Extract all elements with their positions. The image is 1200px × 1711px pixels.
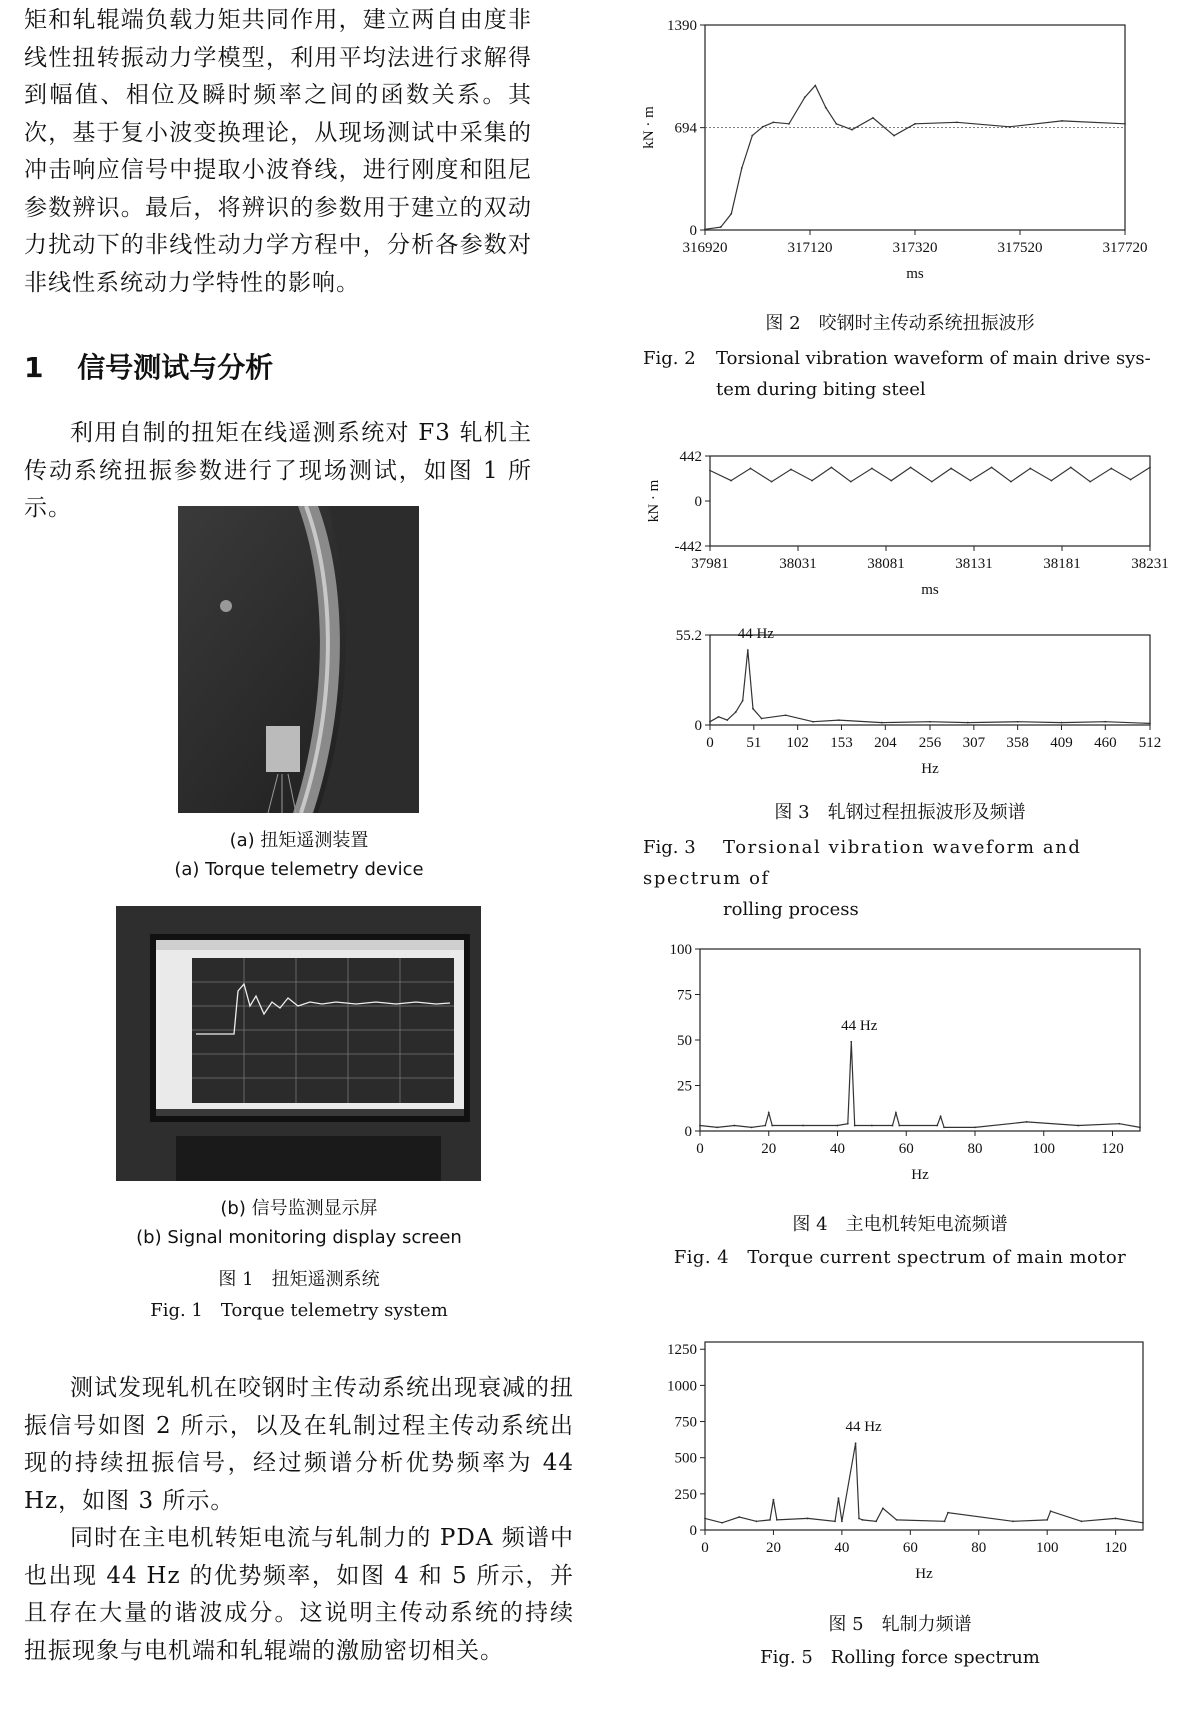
y-tick-label: 75 bbox=[677, 987, 692, 1004]
x-tick-label: 120 bbox=[1104, 1540, 1127, 1556]
data-point bbox=[970, 480, 972, 482]
x-tick-label: 40 bbox=[830, 1141, 845, 1157]
y-tick-label: 0 bbox=[684, 1124, 692, 1140]
data-point bbox=[1070, 467, 1072, 469]
data-point bbox=[704, 228, 706, 230]
x-tick-label: 38031 bbox=[779, 556, 817, 572]
data-point bbox=[1061, 722, 1063, 724]
series-line bbox=[705, 1443, 1143, 1523]
data-point bbox=[752, 708, 754, 710]
x-tick-label: 20 bbox=[761, 1141, 777, 1157]
x-tick-label: 38181 bbox=[1043, 556, 1081, 572]
x-tick-label: 51 bbox=[746, 735, 762, 751]
data-point bbox=[769, 1519, 771, 1521]
fig1b-caption-en: (b) Signal monitoring display screen bbox=[136, 1227, 462, 1248]
data-point bbox=[854, 1125, 856, 1127]
y-tick-label: 1390 bbox=[667, 18, 697, 34]
y-tick-label: 25 bbox=[677, 1078, 692, 1095]
data-point bbox=[835, 123, 837, 125]
x-tick-label: 100 bbox=[1032, 1141, 1055, 1157]
data-point bbox=[1051, 480, 1053, 482]
data-point bbox=[871, 1125, 873, 1127]
series-line bbox=[710, 467, 1150, 481]
data-point bbox=[772, 121, 774, 123]
data-point bbox=[862, 1519, 864, 1521]
data-point bbox=[704, 1518, 706, 1520]
plot-frame bbox=[710, 456, 1150, 546]
data-point bbox=[733, 1125, 735, 1127]
y-tick-label: -442 bbox=[674, 539, 702, 555]
fig4-caption-en: Fig. 4 Torque current spectrum of main motor bbox=[673, 1247, 1127, 1268]
data-point bbox=[956, 121, 958, 123]
data-point bbox=[721, 1522, 723, 1524]
data-point bbox=[872, 117, 874, 119]
x-tick-label: 120 bbox=[1101, 1141, 1124, 1157]
y-tick-label: 1000 bbox=[667, 1378, 697, 1395]
data-point bbox=[807, 1518, 809, 1520]
data-point bbox=[735, 711, 737, 713]
data-point bbox=[761, 718, 763, 720]
data-point bbox=[1017, 721, 1019, 723]
data-point bbox=[890, 480, 892, 482]
data-point bbox=[914, 123, 916, 125]
y-tick-label: 442 bbox=[679, 449, 702, 465]
fig5-caption-cn: 图 5 轧制力频谱 bbox=[828, 1614, 972, 1635]
x-tick-label: 0 bbox=[696, 1141, 704, 1157]
data-point bbox=[751, 1126, 753, 1128]
x-tick-label: 60 bbox=[902, 1540, 918, 1556]
fig2-label: Fig. 2 bbox=[643, 348, 696, 369]
chart-fig4 bbox=[620, 935, 1180, 1190]
y-tick-label: 100 bbox=[669, 942, 692, 958]
x-tick-label: 317120 bbox=[787, 240, 833, 256]
fig4-caption-cn: 图 4 主电机转矩电流频谱 bbox=[792, 1214, 1008, 1235]
y-tick-label: 0 bbox=[694, 718, 702, 734]
data-point bbox=[947, 1512, 949, 1514]
data-point bbox=[943, 1126, 945, 1128]
data-point bbox=[936, 1125, 938, 1127]
y-tick-label: 0 bbox=[689, 223, 697, 239]
fig1-caption-en: Fig. 1 Torque telemetry system bbox=[150, 1300, 448, 1321]
data-point bbox=[882, 1507, 884, 1509]
fig1a-caption-en: (a) Torque telemetry device bbox=[174, 859, 424, 880]
x-tick-label: 38081 bbox=[867, 556, 905, 572]
data-point bbox=[1012, 1520, 1014, 1522]
x-tick-label: 512 bbox=[1138, 735, 1162, 751]
data-point bbox=[764, 1125, 766, 1127]
fig2-caption-line2: tem during biting steel bbox=[716, 379, 926, 400]
data-point bbox=[838, 1497, 840, 1499]
paragraph-1-text: 利用自制的扭矩在线遥测系统对 F3 轧机主传动系统扭振参数进行了现场测试，如图 1 所示。 bbox=[24, 420, 532, 521]
data-point bbox=[741, 167, 743, 169]
fig3-caption-line1: Torsional vibration waveform and spectrum of bbox=[643, 837, 1082, 889]
series-line bbox=[710, 650, 1150, 723]
data-point bbox=[847, 1123, 849, 1125]
y-tick-label: 55.2 bbox=[675, 628, 702, 644]
data-point bbox=[755, 1520, 757, 1522]
fig1-caption-cn: 图 1 扭矩遥测系统 bbox=[218, 1269, 380, 1290]
fig2-caption-line1: Torsional vibration waveform of main drive sys- bbox=[716, 348, 1151, 369]
intro-text: 矩和轧辊端负载力矩共同作用，建立两自由度非线性扭转振动力学模型，利用平均法进行求解得到幅值、相位及瞬时频率之间的函数关系。其次，基于复小波变换理论，从现场测试中采集的冲击响应信号中提取小波脊线，进行刚度和阻尼参数辨识。最后，将辨识的参数用于建立的双动力扰动下的非线性动力学方程中，分析各参数对非线性系统动力学特性的影响。 bbox=[24, 7, 532, 296]
x-axis-label: Hz bbox=[921, 761, 939, 777]
data-point bbox=[768, 1112, 770, 1114]
y-tick-label: 50 bbox=[677, 1033, 692, 1049]
fig1a-photo bbox=[178, 506, 419, 813]
intro-paragraph bbox=[24, 2, 532, 302]
x-tick-label: 316920 bbox=[682, 240, 728, 256]
x-axis-label: ms bbox=[906, 266, 924, 282]
data-point bbox=[895, 1112, 897, 1114]
x-tick-label: 317720 bbox=[1102, 240, 1148, 256]
data-point bbox=[785, 714, 787, 716]
data-point bbox=[1010, 481, 1012, 483]
fig3-caption-cn: 图 3 轧钢过程扭振波形及频谱 bbox=[774, 802, 1026, 823]
data-point bbox=[1115, 1518, 1117, 1520]
fig1b-photo bbox=[116, 906, 481, 1181]
data-point bbox=[831, 467, 833, 469]
data-point bbox=[837, 1125, 839, 1127]
data-point bbox=[950, 468, 952, 470]
data-point bbox=[790, 469, 792, 471]
fig1b-caption-cn: (b) 信号监测显示屏 bbox=[220, 1198, 378, 1219]
data-point bbox=[730, 480, 732, 482]
x-tick-label: 100 bbox=[1035, 1540, 1059, 1556]
data-point bbox=[811, 480, 813, 482]
data-point bbox=[762, 126, 764, 128]
data-point bbox=[892, 1125, 894, 1127]
data-point bbox=[718, 716, 720, 718]
data-point bbox=[1142, 1522, 1144, 1524]
data-point bbox=[812, 721, 814, 723]
data-point bbox=[881, 722, 883, 724]
y-tick-label: 500 bbox=[674, 1450, 697, 1467]
data-point bbox=[1104, 721, 1106, 723]
data-point bbox=[1046, 1519, 1048, 1521]
data-point bbox=[974, 1126, 976, 1128]
data-point bbox=[776, 1519, 778, 1521]
torque-telemetry-device-photo bbox=[178, 506, 419, 813]
x-tick-label: 317520 bbox=[997, 240, 1043, 256]
x-tick-label: 38131 bbox=[955, 556, 993, 572]
data-point bbox=[967, 722, 969, 724]
data-point bbox=[1118, 1123, 1120, 1125]
data-point bbox=[1139, 1126, 1141, 1128]
x-axis-label: ms bbox=[921, 582, 939, 598]
data-point bbox=[910, 467, 912, 469]
y-tick-label: 0 bbox=[689, 1523, 697, 1539]
data-point bbox=[1124, 123, 1126, 125]
data-point bbox=[825, 107, 827, 109]
fig2-caption-en bbox=[643, 343, 1163, 405]
x-tick-label: 0 bbox=[701, 1540, 709, 1556]
y-tick-label: 250 bbox=[674, 1486, 697, 1503]
data-point bbox=[1149, 722, 1151, 724]
data-point bbox=[771, 481, 773, 483]
data-point bbox=[931, 481, 933, 483]
fig1a-caption-cn: (a) 扭矩遥测装置 bbox=[229, 830, 369, 851]
x-tick-label: 0 bbox=[706, 735, 714, 751]
data-point bbox=[802, 1125, 804, 1127]
chart-fig3-wave bbox=[620, 440, 1180, 610]
x-tick-label: 80 bbox=[971, 1540, 987, 1556]
y-tick-label: 750 bbox=[674, 1414, 697, 1431]
plot-frame bbox=[705, 1342, 1143, 1530]
data-point bbox=[716, 1126, 718, 1128]
y-tick-label: 1250 bbox=[667, 1342, 697, 1359]
data-point bbox=[804, 96, 806, 98]
data-point bbox=[838, 719, 840, 721]
x-tick-label: 37981 bbox=[691, 556, 729, 572]
data-point bbox=[893, 135, 895, 137]
peak-annotation: 44 Hz bbox=[845, 1419, 882, 1436]
x-tick-label: 307 bbox=[962, 735, 986, 751]
fig3-label: Fig. 3 bbox=[643, 837, 696, 858]
data-point bbox=[1061, 120, 1063, 122]
data-point bbox=[742, 700, 744, 702]
data-point bbox=[750, 468, 752, 470]
section-title: 信号测试与分析 bbox=[77, 351, 274, 384]
data-point bbox=[709, 721, 711, 723]
chart-fig2 bbox=[620, 0, 1180, 300]
data-point bbox=[1029, 468, 1031, 470]
x-tick-label: 60 bbox=[898, 1141, 914, 1157]
data-point bbox=[788, 123, 790, 125]
data-point bbox=[850, 1041, 852, 1043]
paragraph-2 bbox=[24, 1370, 574, 1670]
data-point bbox=[709, 470, 711, 472]
series-line bbox=[705, 86, 1125, 230]
x-tick-label: 38231 bbox=[1131, 556, 1169, 572]
y-axis-label: kN · m bbox=[641, 106, 657, 149]
data-point bbox=[841, 1520, 843, 1522]
x-tick-label: 20 bbox=[765, 1540, 781, 1556]
data-point bbox=[1050, 1510, 1052, 1512]
data-point bbox=[773, 1499, 775, 1501]
data-point bbox=[1149, 467, 1151, 469]
section-heading bbox=[24, 346, 273, 386]
peak-annotation: 44 Hz bbox=[737, 626, 774, 642]
data-point bbox=[1009, 126, 1011, 128]
x-tick-label: 102 bbox=[786, 735, 809, 751]
data-point bbox=[855, 1442, 857, 1444]
fig5-caption-en: Fig. 5 Rolling force spectrum bbox=[760, 1647, 1040, 1668]
section-number: 1 bbox=[24, 351, 44, 384]
x-tick-label: 256 bbox=[918, 735, 942, 751]
paragraph-2-text: 测试发现轧机在咬钢时主传动系统出现衰减的扭振信号如图 2 所示，以及在轧制过程主传动系统出现的持续扭振信号，经过频谱分析优势频率为 44 Hz，如图 3 所示。 bbox=[24, 1375, 574, 1514]
data-point bbox=[1081, 1520, 1083, 1522]
data-point bbox=[1130, 479, 1132, 481]
series-line bbox=[700, 1042, 1140, 1128]
signal-monitor-photo bbox=[116, 906, 481, 1181]
paragraph-3-text: 同时在主电机转矩电流与轧制力的 PDA 频谱中也出现 44 Hz 的优势频率，如图 4 和 5 所示，并且存在大量的谐波成分。这说明主传动系统的持续扭振现象与电机端和轧辊端的激励密切相关。 bbox=[24, 1525, 574, 1664]
data-point bbox=[929, 721, 931, 723]
fig3-caption-line2: rolling process bbox=[723, 899, 859, 920]
data-point bbox=[1089, 481, 1091, 483]
x-axis-label: Hz bbox=[911, 1167, 929, 1183]
data-point bbox=[896, 1519, 898, 1521]
data-point bbox=[814, 85, 816, 87]
data-point bbox=[991, 467, 993, 469]
x-tick-label: 153 bbox=[830, 735, 853, 751]
plot-frame bbox=[710, 635, 1150, 725]
data-point bbox=[699, 1125, 701, 1127]
x-tick-label: 358 bbox=[1006, 735, 1029, 751]
data-point bbox=[771, 1125, 773, 1127]
data-point bbox=[1026, 1121, 1028, 1123]
data-point bbox=[730, 213, 732, 215]
x-tick-label: 460 bbox=[1094, 735, 1117, 751]
plot-frame bbox=[700, 949, 1140, 1131]
x-tick-label: 80 bbox=[967, 1141, 983, 1157]
chart-fig5 bbox=[620, 1330, 1180, 1590]
data-point bbox=[875, 1520, 877, 1522]
chart-fig3-spectrum bbox=[620, 625, 1180, 785]
data-point bbox=[851, 129, 853, 131]
data-point bbox=[871, 468, 873, 470]
data-point bbox=[850, 481, 852, 483]
data-point bbox=[898, 1125, 900, 1127]
data-point bbox=[858, 1518, 860, 1520]
data-point bbox=[720, 226, 722, 228]
data-point bbox=[1110, 468, 1112, 470]
y-tick-label: 0 bbox=[694, 494, 702, 510]
peak-annotation: 44 Hz bbox=[841, 1017, 878, 1034]
x-tick-label: 204 bbox=[874, 735, 897, 751]
fig3-caption-en bbox=[643, 832, 1163, 925]
data-point bbox=[944, 1520, 946, 1522]
x-tick-label: 317320 bbox=[892, 240, 938, 256]
data-point bbox=[1077, 1125, 1079, 1127]
data-point bbox=[834, 1520, 836, 1522]
x-axis-label: Hz bbox=[915, 1566, 933, 1582]
y-tick-label: 694 bbox=[674, 120, 697, 137]
y-axis-label: kN · m bbox=[646, 479, 662, 523]
fig2-caption-cn: 图 2 咬钢时主传动系统扭振波形 bbox=[765, 313, 1035, 334]
data-point bbox=[738, 1516, 740, 1518]
data-point bbox=[747, 649, 749, 651]
data-point bbox=[940, 1116, 942, 1118]
x-tick-label: 40 bbox=[834, 1540, 850, 1556]
x-tick-label: 409 bbox=[1050, 735, 1073, 751]
data-point bbox=[726, 719, 728, 721]
data-point bbox=[751, 135, 753, 137]
